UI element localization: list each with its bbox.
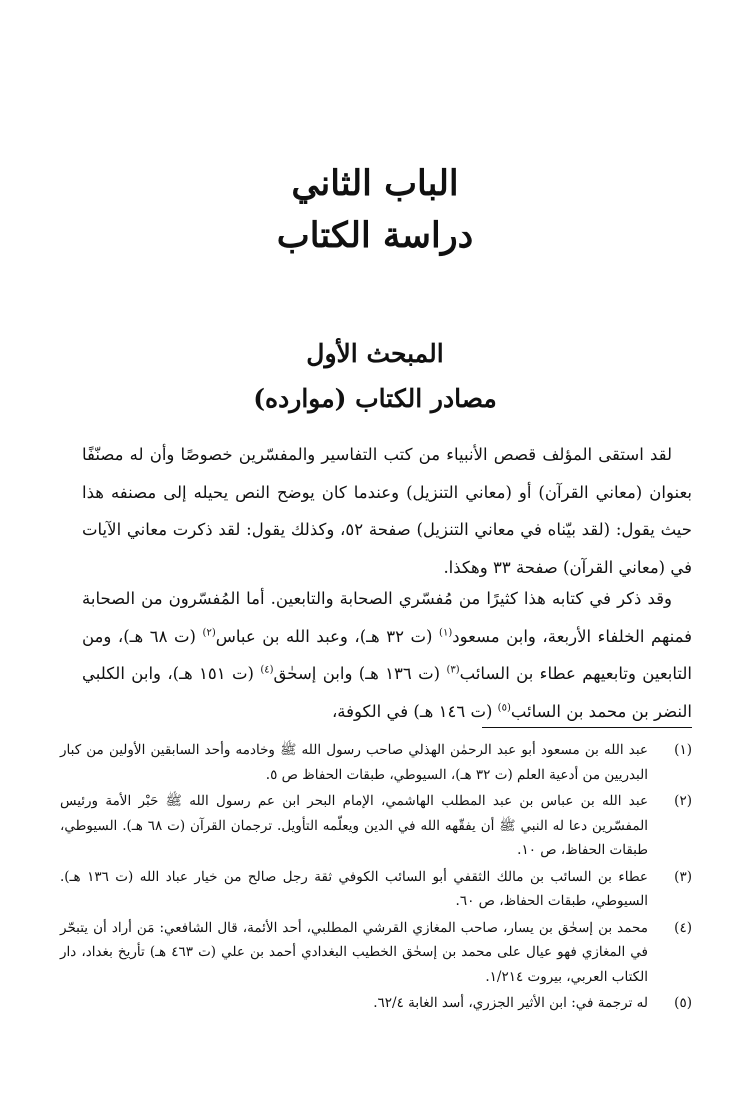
- footnotes-list: [60, 738, 692, 1018]
- footnote-number: (٣): [674, 868, 692, 885]
- paragraph-text: (ت ١٤٦ هـ) في الكوفة،: [331, 701, 498, 721]
- paragraph-text: (ت ٣٢ هـ)، وعبد الله بن عباس: [215, 626, 440, 646]
- footnote-1: [60, 738, 692, 787]
- paragraph-text: وقد ذكر في كتابه هذا كثيرًا من مُفسّري الصحابة والتابعين. أما المُفسّرون من الصحابة فمنهم الخلفاء الأربعة، وابن مسعود: [82, 589, 693, 646]
- footnote-text: له ترجمة في: ابن الأثير الجزري، أسد الغابة ٦٢/٤.: [373, 995, 648, 1011]
- footnote-text: محمد بن إسحٰق بن يسار، صاحب المغازي القرشي المطلبي، أحد الأئمة، قال الشافعي: مَن أراد أن يتبحّر في المغازي فهو عيال على محمد بن إسحٰق الخطيب البغدادي أحمد بن علي (ت ٤٦٣ هـ) تأريخ بغداد، دار الكتاب العربي، بيروت ١/٢١٤.: [60, 919, 648, 985]
- body-paragraph-1: لقد استقى المؤلف قصص الأنبياء من كتب التفاسير والمفسّرين خصوصًا وأن له مصنّفًا بعنوان (معاني القرآن) أو (معاني التنزيل) وعندما كان يوضح النص يحيله إلى مصنفه هذا حيث يقول: (لقد بيّناه في معاني التنزيل) صفحة ٥٢، وكذلك يقول: لقد ذكرت معاني الآيات في (معاني القرآن) صفحة ٣٣ وهكذا.: [82, 445, 692, 577]
- footnote-text: عبد الله بن عباس بن عبد المطلب الهاشمي، الإمام البحر ابن عم رسول الله ﷺ حَبْر الأمة ورئيس المفسّرين دعا له النبي ﷺ أن يفقّهه الله في الدين ويعلّمه التأويل. ترجمان القرآن (ت ٦٨ هـ). السيوطي، طبقات الحفاظ، ص ١٠.: [60, 793, 648, 858]
- footnote-number: (١): [674, 742, 692, 758]
- footnote-3: [60, 865, 692, 914]
- footnote-number: (٢): [674, 793, 692, 809]
- footnote-5: [60, 991, 692, 1016]
- footnote-4: [60, 916, 692, 990]
- footnote-divider: [482, 727, 692, 728]
- paragraph-text: (ت ١٣٦ هـ) وابن إسحٰق: [273, 664, 447, 683]
- footnote-text: عبد الله بن مسعود أبو عبد الرحمٰن الهذلي صاحب رسول الله ﷺ وخادمه وأحد السابقين الأولين من كبار البدريين من أدعية العلم (ت ٣٢ هـ)، السيوطي، طبقات الحفاظ ص ٥.: [60, 742, 648, 783]
- paragraph-text: (ت ١٥١ هـ)، وابن الكلبي النضر بن محمد بن السائب: [82, 664, 692, 721]
- footnote-ref-1[interactable]: (١): [439, 627, 453, 638]
- footnote-ref-3[interactable]: (٣): [446, 664, 460, 676]
- footnote-ref-4[interactable]: (٤): [260, 664, 274, 676]
- footnote-text: عطاء بن السائب بن مالك الثقفي أبو السائب الكوفي ثقة رجل صالح من خيار عباد الله (ت ١٣٦ هـ). السيوطي، طبقات الحفاظ، ص ٦٠.: [60, 868, 648, 909]
- footnote-ref-5[interactable]: (٥): [497, 702, 511, 713]
- section-title: المبحث الأول: [306, 339, 444, 368]
- paragraph-text: (ت ٦٨ هـ)، ومن التابعين وتابعيهم عطاء بن السائب: [82, 626, 693, 683]
- footnote-number: (٥): [674, 995, 692, 1011]
- footnote-2: [60, 789, 692, 863]
- chapter-subtitle: دراسة الكتاب: [276, 215, 474, 256]
- footnote-number: (٤): [674, 919, 692, 936]
- section-subtitle: مصادر الكتاب (موارده): [253, 384, 497, 413]
- chapter-title: الباب الثاني: [291, 163, 459, 204]
- footnote-ref-2[interactable]: (٢): [202, 627, 216, 638]
- body-paragraph-2: [82, 580, 692, 730]
